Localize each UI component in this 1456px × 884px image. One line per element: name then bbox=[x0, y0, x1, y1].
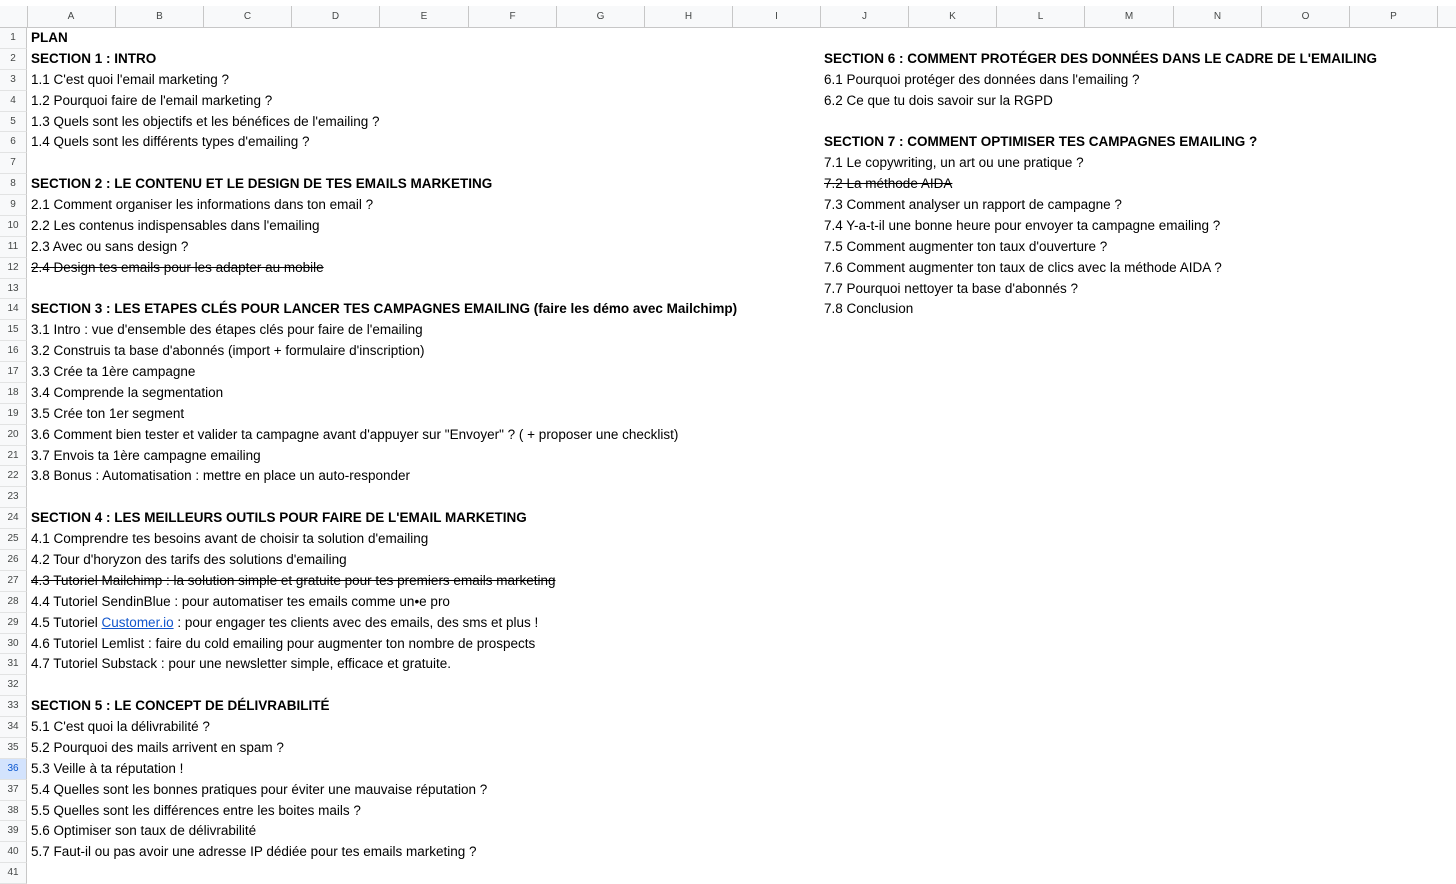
cell-item[interactable]: 7.7 Pourquoi nettoyer ta base d'abonnés ? bbox=[824, 280, 1079, 296]
row-header-14[interactable]: 14 bbox=[0, 299, 27, 320]
cell-item[interactable]: 3.7 Envois ta 1ère campagne emailing bbox=[31, 447, 261, 463]
cell-item[interactable]: 3.1 Intro : vue d'ensemble des étapes clés pour faire de l'emailing bbox=[31, 322, 423, 338]
cell-item[interactable]: 4.6 Tutoriel Lemlist : faire du cold emailing pour augmenter ton nombre de prospects bbox=[31, 635, 536, 651]
row-header-20[interactable]: 20 bbox=[0, 425, 27, 446]
row-header-13[interactable]: 13 bbox=[0, 279, 27, 300]
column-header-a[interactable]: A bbox=[27, 6, 116, 27]
cell-section-7[interactable]: SECTION 7 : COMMENT OPTIMISER TES CAMPAGNES EMAILING ? bbox=[824, 134, 1258, 150]
column-header-p[interactable]: P bbox=[1350, 6, 1438, 27]
row-header-16[interactable]: 16 bbox=[0, 341, 27, 362]
cell-item[interactable]: 4.4 Tutoriel SendinBlue : pour automatiser tes emails comme un•e pro bbox=[31, 593, 450, 609]
column-header-b[interactable]: B bbox=[116, 6, 204, 27]
column-header-h[interactable]: H bbox=[645, 6, 733, 27]
column-header-f[interactable]: F bbox=[469, 6, 557, 27]
row-header-34[interactable]: 34 bbox=[0, 717, 27, 738]
cell-item-strikethrough[interactable]: 2.4 Design tes emails pour les adapter au mobile bbox=[31, 259, 324, 275]
cell-item[interactable]: 3.8 Bonus : Automatisation : mettre en place un auto-responder bbox=[31, 468, 410, 484]
select-all-corner[interactable] bbox=[0, 6, 28, 27]
row-header-22[interactable]: 22 bbox=[0, 466, 27, 487]
column-header-j[interactable]: J bbox=[821, 6, 909, 27]
cell-item[interactable]: 1.4 Quels sont les différents types d'emailing ? bbox=[31, 134, 310, 150]
cell-item-with-link[interactable] bbox=[31, 613, 538, 633]
column-header-g[interactable]: G bbox=[557, 6, 645, 27]
row-header-24[interactable]: 24 bbox=[0, 508, 27, 529]
cell-item[interactable]: 7.6 Comment augmenter ton taux de clics avec la méthode AIDA ? bbox=[824, 259, 1222, 275]
row-header-40[interactable]: 40 bbox=[0, 842, 27, 863]
cell-item[interactable]: 2.3 Avec ou sans design ? bbox=[31, 238, 189, 254]
column-header-i[interactable]: I bbox=[733, 6, 821, 27]
column-header-d[interactable]: D bbox=[292, 6, 380, 27]
row-header-21[interactable]: 21 bbox=[0, 446, 27, 467]
row-header-25[interactable]: 25 bbox=[0, 529, 27, 550]
cell-item-strikethrough[interactable]: 4.3 Tutoriel Mailchimp : la solution simple et gratuite pour tes premiers emails marketing bbox=[31, 572, 556, 588]
cell-item[interactable]: 6.1 Pourquoi protéger des données dans l'emailing ? bbox=[824, 71, 1140, 87]
row-header-32[interactable]: 32 bbox=[0, 675, 27, 696]
cell-section-2[interactable]: SECTION 2 : LE CONTENU ET LE DESIGN DE TES EMAILS MARKETING bbox=[31, 176, 493, 192]
cell-section-4[interactable]: SECTION 4 : LES MEILLEURS OUTILS POUR FAIRE DE L'EMAIL MARKETING bbox=[31, 510, 527, 526]
row-header-11[interactable]: 11 bbox=[0, 237, 27, 258]
row-header-41[interactable]: 41 bbox=[0, 863, 27, 884]
cell-item[interactable]: 4.1 Comprendre tes besoins avant de choisir ta solution d'emailing bbox=[31, 531, 429, 547]
row-header-38[interactable]: 38 bbox=[0, 801, 27, 822]
row-header-23[interactable]: 23 bbox=[0, 487, 27, 508]
row-header-28[interactable]: 28 bbox=[0, 592, 27, 613]
row-header-9[interactable]: 9 bbox=[0, 195, 27, 216]
cell-item[interactable]: 7.5 Comment augmenter ton taux d'ouverture ? bbox=[824, 238, 1108, 254]
row-header-29[interactable]: 29 bbox=[0, 613, 27, 634]
row-header-10[interactable]: 10 bbox=[0, 216, 27, 237]
cell-item[interactable]: 2.2 Les contenus indispensables dans l'emailing bbox=[31, 217, 320, 233]
cell-item[interactable]: 7.3 Comment analyser un rapport de campagne ? bbox=[824, 197, 1122, 213]
cell-item[interactable]: 7.1 Le copywriting, un art ou une pratique ? bbox=[824, 155, 1084, 171]
row-header-36[interactable]: 36 bbox=[0, 759, 27, 780]
cell-item[interactable]: 1.1 C'est quoi l'email marketing ? bbox=[31, 71, 229, 87]
row-header-2[interactable]: 2 bbox=[0, 49, 27, 70]
cell-item[interactable]: 5.1 C'est quoi la délivrabilité ? bbox=[31, 719, 210, 735]
cell-item[interactable]: 5.5 Quelles sont les différences entre les boites mails ? bbox=[31, 802, 361, 818]
cell-section-3[interactable]: SECTION 3 : LES ETAPES CLÉS POUR LANCER TES CAMPAGNES EMAILING (faire les démo avec Mailchimp) bbox=[31, 301, 738, 317]
cell-text: : pour engager tes clients avec des emails, des sms et plus ! bbox=[173, 614, 539, 630]
row-header-19[interactable]: 19 bbox=[0, 404, 27, 425]
row-header-31[interactable]: 31 bbox=[0, 654, 27, 675]
row-header-18[interactable]: 18 bbox=[0, 383, 27, 404]
row-header-27[interactable]: 27 bbox=[0, 571, 27, 592]
row-header-5[interactable]: 5 bbox=[0, 112, 27, 133]
row-header-33[interactable]: 33 bbox=[0, 696, 27, 717]
cell-item[interactable]: 3.6 Comment bien tester et valider ta campagne avant d'appuyer sur "Envoyer" ? ( + proposer une checklist) bbox=[31, 426, 679, 442]
column-header-k[interactable]: K bbox=[909, 6, 997, 27]
cell-item[interactable]: 1.3 Quels sont les objectifs et les bénéfices de l'emailing ? bbox=[31, 113, 380, 129]
column-header-l[interactable]: L bbox=[997, 6, 1085, 27]
row-header-37[interactable]: 37 bbox=[0, 780, 27, 801]
cell-item[interactable]: 5.6 Optimiser son taux de délivrabilité bbox=[31, 823, 257, 839]
cell-item[interactable]: 7.4 Y-a-t-il une bonne heure pour envoyer ta campagne emailing ? bbox=[824, 217, 1221, 233]
cell-section-1[interactable]: SECTION 1 : INTRO bbox=[31, 50, 157, 66]
cell-item[interactable]: 2.1 Comment organiser les informations dans ton email ? bbox=[31, 197, 374, 213]
cell-item[interactable]: 1.2 Pourquoi faire de l'email marketing ? bbox=[31, 92, 273, 108]
cell-item[interactable]: 3.3 Crée ta 1ère campagne bbox=[31, 364, 196, 380]
row-header-12[interactable]: 12 bbox=[0, 258, 27, 279]
cell-plan-title[interactable]: PLAN bbox=[31, 30, 68, 45]
row-header-26[interactable]: 26 bbox=[0, 550, 27, 571]
cell-item[interactable]: 7.8 Conclusion bbox=[824, 301, 914, 317]
column-header-n[interactable]: N bbox=[1174, 6, 1262, 27]
cell-section-6[interactable]: SECTION 6 : COMMENT PROTÉGER DES DONNÉES DANS LE CADRE DE L'EMAILING bbox=[824, 50, 1377, 66]
cell-item[interactable]: 3.4 Comprende la segmentation bbox=[31, 384, 224, 400]
row-header-6[interactable]: 6 bbox=[0, 132, 27, 153]
cell-item[interactable]: 3.2 Construis ta base d'abonnés (import + formulaire d'inscription) bbox=[31, 343, 425, 359]
column-header-m[interactable]: M bbox=[1085, 6, 1174, 27]
cell-item[interactable]: 4.2 Tour d'horyzon des tarifs des solutions d'emailing bbox=[31, 552, 347, 567]
row-header-8[interactable]: 8 bbox=[0, 174, 27, 195]
customer-io-link[interactable]: Customer.io bbox=[101, 614, 174, 630]
row-header-4[interactable]: 4 bbox=[0, 91, 27, 112]
row-header-7[interactable]: 7 bbox=[0, 153, 27, 174]
cell-item[interactable]: 3.5 Crée ton 1er segment bbox=[31, 405, 185, 421]
row-header-1[interactable]: 1 bbox=[0, 28, 27, 49]
row-header-17[interactable]: 17 bbox=[0, 362, 27, 383]
cell-item[interactable]: 5.2 Pourquoi des mails arrivent en spam ? bbox=[31, 739, 284, 755]
cell-text: 4.5 Tutoriel bbox=[31, 614, 102, 630]
cell-item[interactable]: 5.4 Quelles sont les bonnes pratiques pour éviter une mauvaise réputation ? bbox=[31, 781, 488, 797]
cell-item-strikethrough[interactable]: 7.2 La méthode AIDA bbox=[824, 176, 953, 192]
row-header-30[interactable]: 30 bbox=[0, 634, 27, 655]
column-header-o[interactable]: O bbox=[1262, 6, 1350, 27]
cell-item[interactable]: 5.3 Veille à ta réputation ! bbox=[31, 760, 184, 776]
cell-item[interactable]: 6.2 Ce que tu dois savoir sur la RGPD bbox=[824, 92, 1053, 108]
row-header-15[interactable]: 15 bbox=[0, 320, 27, 341]
cell-item[interactable]: 4.7 Tutoriel Substack : pour une newsletter simple, efficace et gratuite. bbox=[31, 656, 451, 672]
row-header-3[interactable]: 3 bbox=[0, 70, 27, 91]
row-header-35[interactable]: 35 bbox=[0, 738, 27, 759]
column-header-e[interactable]: E bbox=[380, 6, 469, 27]
column-header-c[interactable]: C bbox=[204, 6, 292, 27]
row-header-39[interactable]: 39 bbox=[0, 821, 27, 842]
cell-item[interactable]: 5.7 Faut-il ou pas avoir une adresse IP dédiée pour tes emails marketing ? bbox=[31, 844, 477, 860]
cell-section-5[interactable]: SECTION 5 : LE CONCEPT DE DÉLIVRABILITÉ bbox=[31, 698, 330, 714]
column-header-bar bbox=[0, 6, 1456, 28]
